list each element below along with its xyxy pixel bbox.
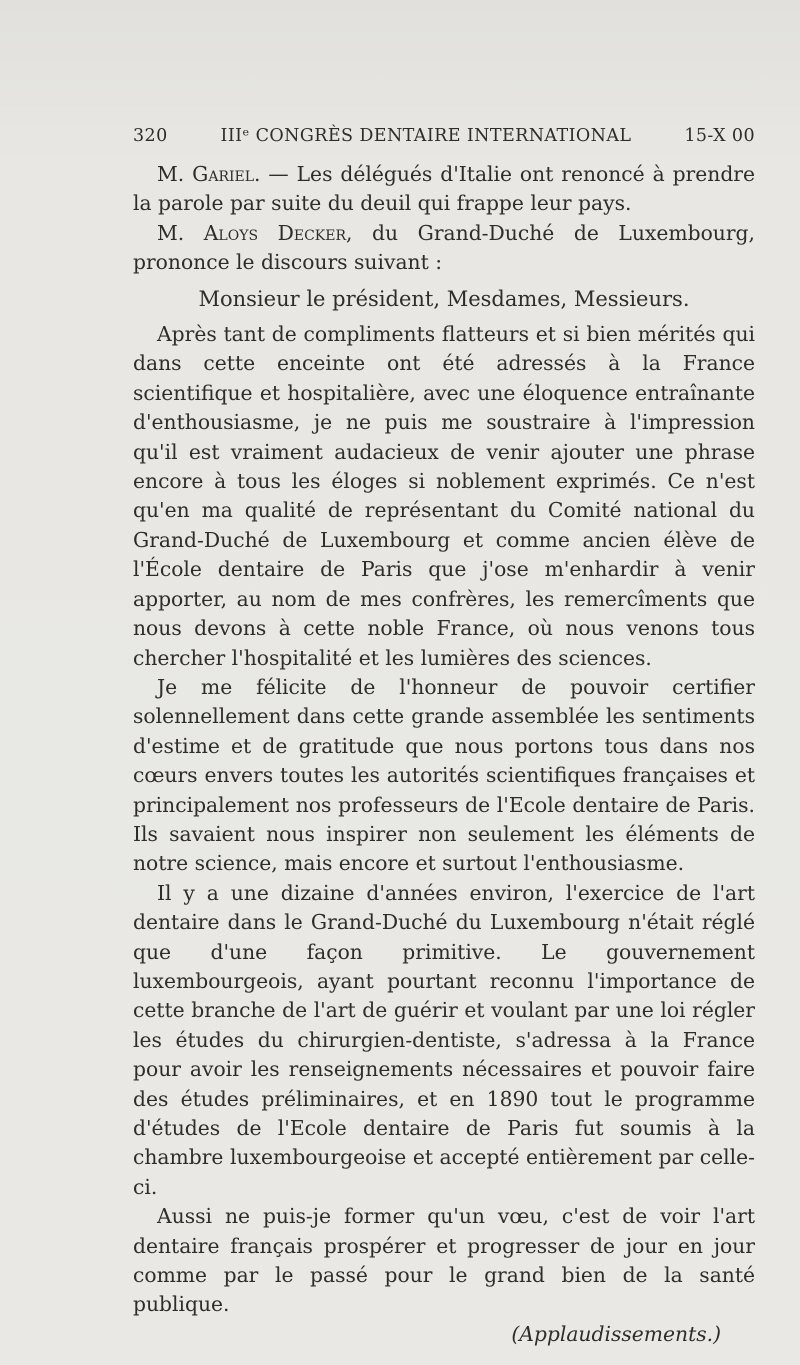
speaker-name: M. Gariel.	[157, 162, 261, 186]
running-title: IIIᵉ CONGRÈS DENTAIRE INTERNATIONAL	[220, 126, 632, 146]
salutation: Monsieur le président, Mesdames, Messieurs.	[198, 286, 690, 311]
paragraph-text: du Grand-Duché de Luxembourg, prononce le discours suivant :	[133, 220, 755, 275]
paragraph-decker-intro	[133, 219, 755, 278]
paragraph-gratitude: Je me félicite de l'honneur de pouvoir certifier solennellement dans cette grande assemblée les sentiments d'estime et de gratitude que nous portons tous dans nos cœurs envers toutes les autorités scientifiques françaises et principalement nos professeurs de l'Ecole dentaire de Paris. Ils savaient nous inspirer non seulement les éléments de notre science, mais encore et surtout l'enthousiasme.	[133, 674, 755, 876]
speaker-name: M. Aloys Decker,	[157, 220, 353, 245]
applause-note: (Applaudissements.)	[511, 1321, 721, 1346]
paragraph-history: Il y a une dizaine d'années environ, l'exercice de l'art dentaire dans le Grand-Duché du Luxembourg n'était réglé que d'une façon primitive. Le gouvernement luxembourgeois, ayant pourtant reconnu l'importance de cette branche de l'art de guérir et voulant par une loi régler les études du chirurgien-dentiste, s'adressa à la France pour avoir les renseignements nécessaires et pouvoir faire des études préliminaires, et en 1890 tout le programme d'études de l'Ecole dentaire de Paris fut soumis à la chambre luxembourgeoise et accepté entièrement par celle-ci.	[133, 880, 755, 1199]
running-header	[133, 126, 755, 146]
body-text	[133, 160, 755, 1349]
paragraph-wish: Aussi ne puis-je former qu'un vœu, c'est de voir l'art dentaire français prospérer et progresser de jour en jour comme par le passé pour le grand bien de la santé publique.	[133, 1204, 755, 1317]
paragraph-compliments: Après tant de compliments flatteurs et si bien mérités qui dans cette enceinte ont été adressés à la France scientifique et hospitalière, avec une éloquence entraînante d'enthousiasme, je ne puis me soustraire à l'impression qu'il est vraiment audacieux de venir ajouter une phrase encore à tous les éloges si noblement exprimés. Ce n'est qu'en ma qualité de représentant du Comité national du Grand-Duché de Luxembourg et comme ancien élève de l'École dentaire de Paris que j'ose m'enhardir à venir apporter, au nom de mes confrères, les remercîments que nous devons à cette noble France, où nous venons tous chercher l'hospitalité et les lumières des sciences.	[133, 322, 755, 670]
paragraph-text: — Les délégués d'Italie ont renoncé à prendre la parole par suite du deuil qui frappe leur pays.	[133, 162, 755, 216]
page-number: 320	[133, 126, 168, 146]
paragraph-gariel	[133, 160, 755, 219]
header-date: 15-X 00	[684, 126, 755, 146]
